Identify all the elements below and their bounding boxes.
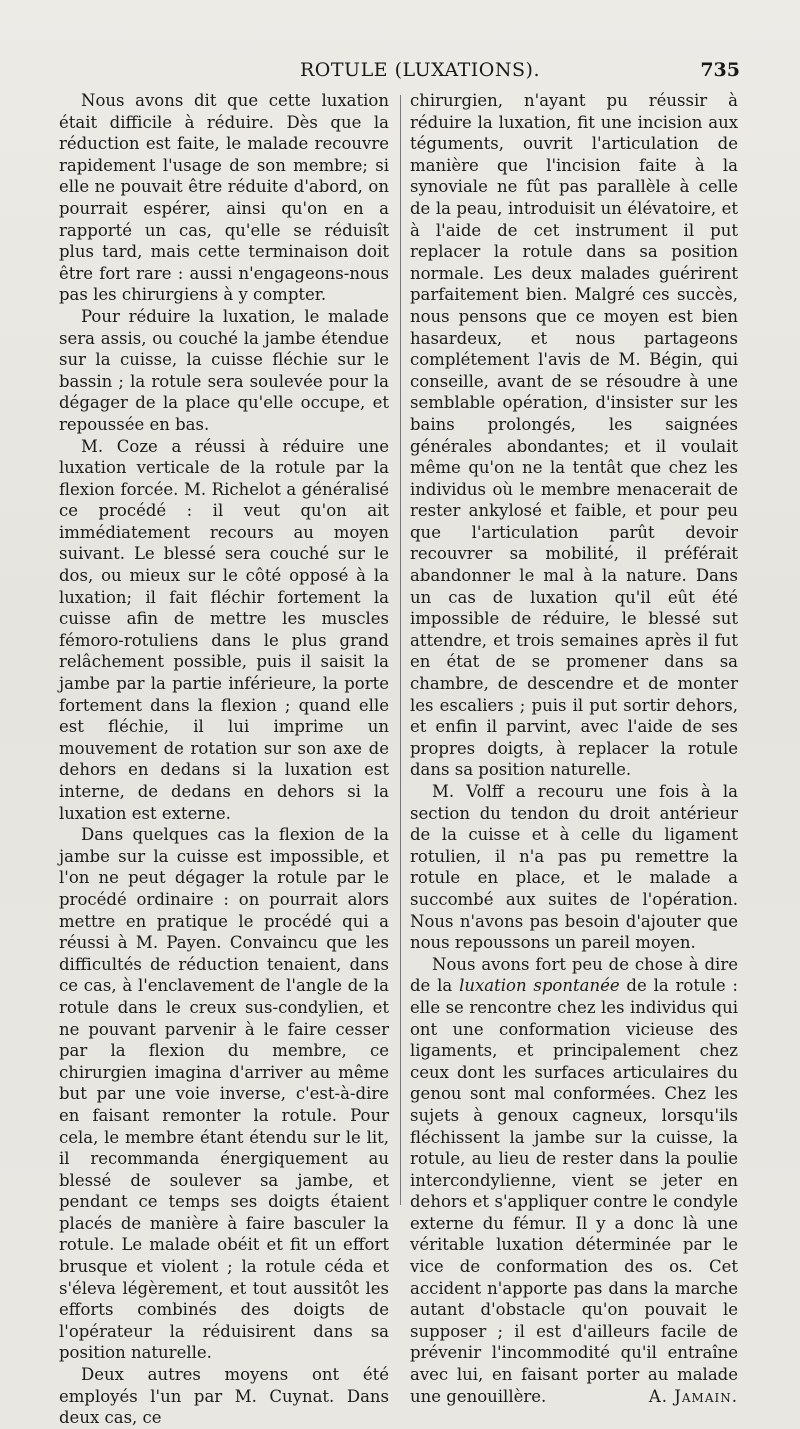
italic-term: luxation spontanée — [459, 976, 620, 996]
paragraph: Deux autres moyens ont été employés l'un par M. Cuynat. Dans deux cas, ce — [59, 1365, 389, 1428]
page-number: 735 — [700, 59, 740, 81]
paragraph — [410, 954, 738, 1407]
paragraph: M. Coze a réussi à réduire une luxation verticale de la rotule par la flexion forcée. M. Richelot a généralisé ce procédé : il veut qu'on ait immédiatement recours au moyen suivant. Le blessé sera couché sur le dos, ou mieux sur le côté opposé à la luxation; il fait fléchir fortement la cuisse afin de mettre les muscles fémoro-rotuliens dans le plus grand relâchement possible, puis il saisit la jambe par la partie inférieure, la porte fortement dans la flexion ; quand elle est fléchie, il lui imprime un mouvement de rotation sur son axe de dehors en dedans si la luxation est interne, de dedans en dehors si la luxation est externe. — [59, 436, 389, 823]
column-divider — [400, 95, 401, 1205]
paragraph-text: de la rotule : elle se rencontre chez les individus qui ont une conformation vicieuse des ligaments, et principalement chez ceux dont les surfaces articulaires du genou sont mal conformées. Chez les sujets à genoux cagneux, lorsqu'ils fléchissent la jambe sur la cuisse, la rotule, au lieu de rester dans la poulie intercondylienne, vient se jeter en dehors et s'appliquer contre le condyle externe du fémur. Il y a donc là une véritable luxation déterminée par le vice de conformation des os. Cet accident n'apporte pas dans la marche autant d'obstacle qu'on pouvait le supposer ; il est d'ailleurs facile de prévenir l'incommodité qu'il entraîne avec lui, en faisant porter au malade une genouillère. — [410, 976, 738, 1406]
paragraph: chirurgien, n'ayant pu réussir à réduire la luxation, fit une incision aux téguments, ouvrit l'articulation de manière que l'incision faite à la synoviale ne fût pas parallèle à celle de la peau, introduisit un élévatoire, et à l'aide de cet instrument il put replacer la rotule dans sa position normale. Les deux malades guérirent parfaitement bien. Malgré ces succès, nous pensons que ce moyen est bien hasardeux, et nous partageons complétement l'avis de M. Bégin, qui conseille, avant de se résoudre à une semblable opération, d'insister sur les bains prolongés, les saignées générales abondantes; et il voulait même qu'on ne la tentât que chez les individus où le membre menacerait de rester ankylosé et faible, et pour peu que l'articulation parût devoir recouvrer sa mobilité, il préférait abandonner le mal à la nature. Dans un cas de luxation qu'il eût été impossible de réduire, le blessé sut attendre, et trois semaines après il fut en état de se promener dans sa chambre, de descendre et de monter les escaliers ; puis il put sortir dehors, et enfin il parvint, avec l'aide de ses propres doigts, à replacer la rotule dans sa position naturelle. — [410, 91, 738, 780]
paragraph-text: Nous avons fort peu de chose à dire de la — [410, 954, 738, 996]
paragraph: Nous avons dit que cette luxation était difficile à réduire. Dès que la réduction est faite, le malade recouvre rapidement l'usage de son membre; si elle ne pouvait être réduite d'abord, on pourrait espérer, ainsi qu'on en a rapporté un cas, qu'elle se réduisît plus tard, mais cette terminaison doit être fort rare : aussi n'engageons-nous pas les chirurgiens à y compter. — [59, 91, 389, 305]
paragraph: Dans quelques cas la flexion de la jambe sur la cuisse est impossible, et l'on ne peut dégager la rotule par le procédé ordinaire : on pourrait alors mettre en pratique le procédé qui a réussi à M. Payen. Convaincu que les difficultés de réduction tenaient, dans ce cas, à l'enclavement de l'angle de la rotule dans le creux sus-condylien, et ne pouvant parvenir à le faire cesser par la flexion du membre, ce chirurgien imagina d'arriver au même but par une voie inverse, c'est-à-dire en faisant remonter la rotule. Pour cela, le membre étant étendu sur le lit, il recommanda énergiquement au blessé de soulever sa jambe, et pendant ce temps ses doigts étaient placés de manière à faire basculer la rotule. Le malade obéit et fit un effort brusque et violent ; la rotule céda et s'éleva légèrement, et tout aussitôt les efforts combinés des doigts de l'opérateur la réduisirent dans sa position naturelle. — [59, 825, 389, 1363]
right-column — [410, 90, 738, 1407]
left-column — [59, 90, 389, 1429]
author-signature: A. Jamain. — [648, 1386, 738, 1406]
paragraph: M. Volff a recouru une fois à la section du tendon du droit antérieur de la cuisse et à celle du ligament rotulien, il n'a pas pu remettre la rotule en place, et le malade a succombé aux suites de l'opération. Nous n'avons pas besoin d'ajouter que nous repoussons un pareil moyen. — [410, 782, 738, 953]
paragraph: Pour réduire la luxation, le malade sera assis, ou couché la jambe étendue sur la cuisse, la cuisse fléchie sur le bassin ; la rotule sera soulevée pour la dégager de la place qu'elle occupe, et repoussée en bas. — [59, 306, 389, 434]
running-title: ROTULE (LUXATIONS). — [300, 59, 540, 81]
running-header — [60, 59, 740, 87]
